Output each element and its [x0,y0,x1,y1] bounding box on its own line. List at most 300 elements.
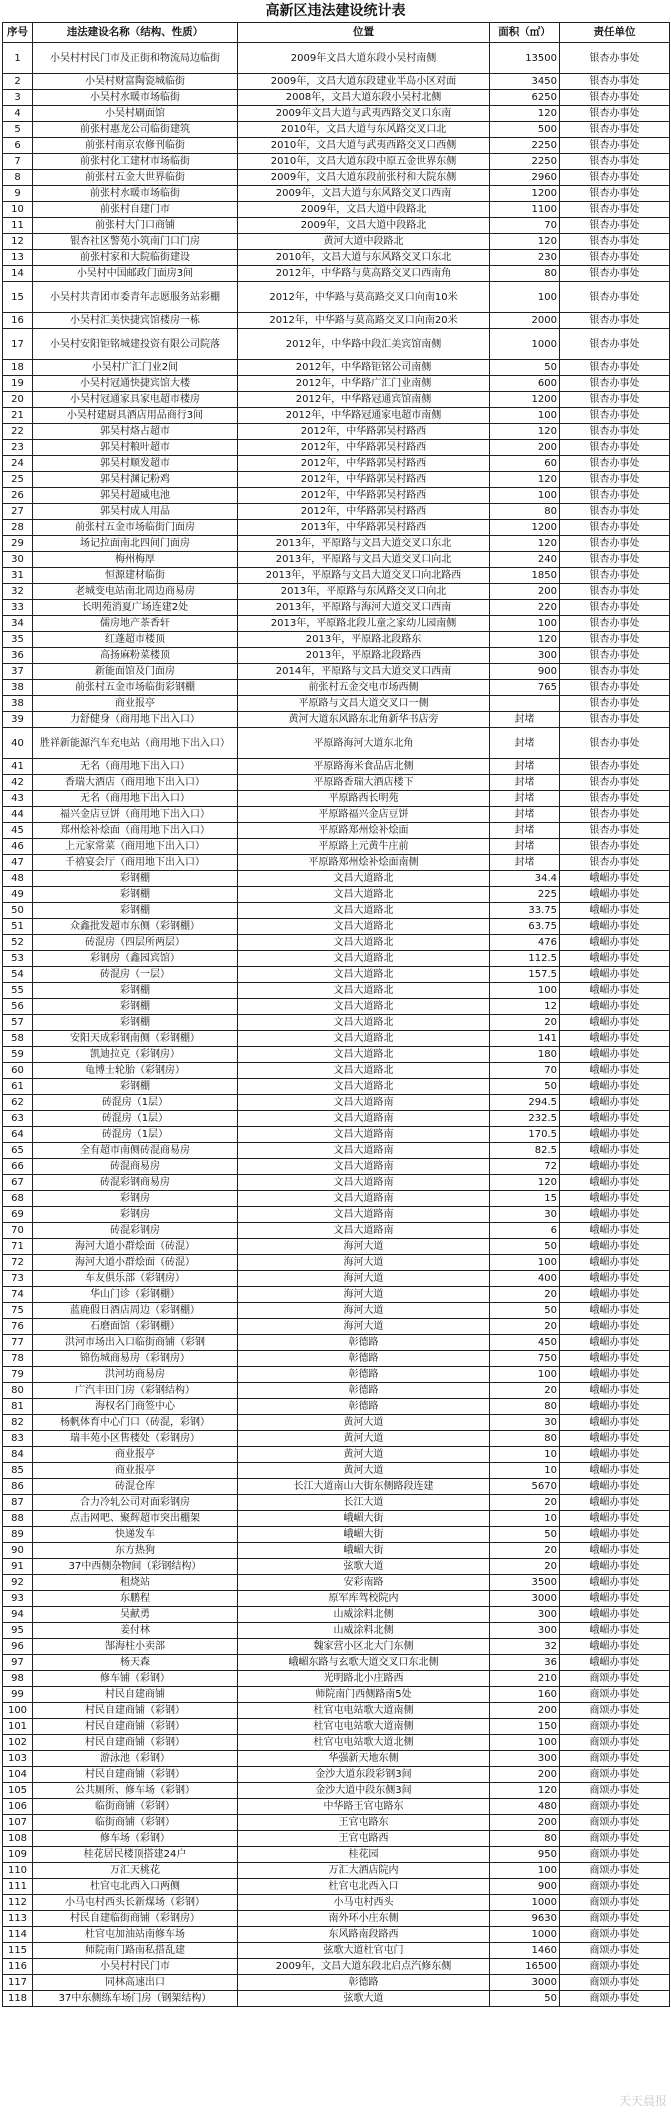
table-row [3,1559,670,1575]
cell-no: 116 [3,1959,33,1975]
cell-location: 长江大道南山大街东侧路段连建 [238,1479,490,1495]
cell-location: 山威涂料北侧 [238,1607,490,1623]
cell-no: 95 [3,1623,33,1639]
cell-area: 封堵 [490,855,560,871]
cell-no: 65 [3,1143,33,1159]
cell-area: 3000 [490,1975,560,1991]
cell-no: 40 [3,728,33,759]
cell-name: 临街商铺（彩钢） [33,1815,238,1831]
cell-area: 300 [490,648,560,664]
cell-unit: 商颂办事处 [560,1735,670,1751]
cell-no: 98 [3,1671,33,1687]
cell-name: 前张村五金大世界临街 [33,170,238,186]
cell-no: 118 [3,1991,33,2007]
cell-no: 47 [3,855,33,871]
cell-unit: 峨嵋办事处 [560,1543,670,1559]
table-row [3,1447,670,1463]
cell-unit: 峨嵋办事处 [560,887,670,903]
cell-area: 750 [490,1351,560,1367]
table-row [3,376,670,392]
cell-unit: 峨嵋办事处 [560,1223,670,1239]
cell-name: 合力冷轧公司对面彩钢房 [33,1495,238,1511]
table-row [3,552,670,568]
cell-location: 2013年，平原路北段路东 [238,632,490,648]
cell-name: 村民自建商铺（彩钢） [33,1703,238,1719]
cell-location: 文昌大道路北 [238,919,490,935]
cell-location: 2009年文昌大道与武夷西路交叉口东南 [238,106,490,122]
cell-name: 前张村水暖市场临街 [33,186,238,202]
table-row [3,728,670,759]
cell-location: 2012年，中华路冠通家电超市南侧 [238,408,490,424]
cell-area: 100 [490,616,560,632]
cell-name: 郑州烩补烩面（商用地下出入口） [33,823,238,839]
cell-name: 力舒健身（商用地下出入口） [33,712,238,728]
table-row [3,266,670,282]
cell-unit: 峨嵋办事处 [560,1015,670,1031]
cell-unit: 峨嵋办事处 [560,1111,670,1127]
cell-location: 2013年，平原路北段路西 [238,648,490,664]
cell-no: 44 [3,807,33,823]
cell-area: 160 [490,1687,560,1703]
cell-location: 平原路香瑞大酒店楼下 [238,775,490,791]
cell-area: 120 [490,472,560,488]
table-row [3,90,670,106]
cell-no: 114 [3,1927,33,1943]
cell-unit: 商颂办事处 [560,1991,670,2007]
cell-location: 峨嵋东路与玄歌大道交叉口东北侧 [238,1655,490,1671]
cell-no: 45 [3,823,33,839]
cell-area: 120 [490,106,560,122]
cell-name: 洪河市场出入口临街商铺（彩钢 [33,1335,238,1351]
cell-location: 2012年，中华路郭吴村路西 [238,440,490,456]
cell-area: 120 [490,632,560,648]
cell-name: 郭吴村顺发超市 [33,456,238,472]
cell-area: 6250 [490,90,560,106]
cell-unit: 商颂办事处 [560,1879,670,1895]
cell-unit: 商颂办事处 [560,1719,670,1735]
cell-area: 封堵 [490,823,560,839]
cell-location: 山威涂料北侧 [238,1623,490,1639]
cell-location: 2013年，平原路与文昌大道交叉口向北路西 [238,568,490,584]
cell-area: 封堵 [490,791,560,807]
cell-unit: 银杏办事处 [560,488,670,504]
cell-no: 30 [3,552,33,568]
cell-name: 村民自建商铺（彩钢） [33,1719,238,1735]
table-row [3,392,670,408]
cell-location: 2012年，中华路郭吴村路西 [238,488,490,504]
table-row [3,919,670,935]
cell-area: 33.75 [490,903,560,919]
table-row [3,1239,670,1255]
cell-no: 78 [3,1351,33,1367]
cell-name: 石磨面馆（彩钢棚） [33,1319,238,1335]
table-row [3,329,670,360]
cell-location: 光明路北小庄路西 [238,1671,490,1687]
table-row [3,616,670,632]
table-row [3,154,670,170]
cell-name: 郭吴村粮叶超市 [33,440,238,456]
cell-unit: 商颂办事处 [560,1815,670,1831]
cell-location: 原军库驾校院内 [238,1591,490,1607]
cell-location: 前张村五金交电市场西侧 [238,680,490,696]
cell-location: 杜官屯电站歌大道南侧 [238,1719,490,1735]
table-row [3,1735,670,1751]
cell-unit: 峨嵋办事处 [560,1623,670,1639]
cell-unit: 峨嵋办事处 [560,1031,670,1047]
cell-location: 2012年，中华路郭吴村路西 [238,424,490,440]
table-row [3,1943,670,1959]
cell-name: 小吴村冠通快捷宾馆大楼 [33,376,238,392]
cell-area: 120 [490,1783,560,1799]
cell-location: 弦歌大道 [238,1991,490,2007]
cell-unit: 银杏办事处 [560,154,670,170]
cell-area: 封堵 [490,807,560,823]
table-row [3,1767,670,1783]
cell-name: 车友俱乐部（彩钢房） [33,1271,238,1287]
cell-area: 500 [490,122,560,138]
cell-location: 南外环小庄东侧 [238,1911,490,1927]
table-row [3,1303,670,1319]
cell-unit: 峨嵋办事处 [560,1655,670,1671]
cell-location: 2013年，平原路与东风路交叉口向北 [238,584,490,600]
cell-no: 64 [3,1127,33,1143]
table-row [3,1271,670,1287]
cell-name: 37中东侧练车场门房（钢架结构） [33,1991,238,2007]
table-row [3,504,670,520]
cell-location: 平原路与文昌大道交叉口一侧 [238,696,490,712]
cell-location: 彰德路 [238,1383,490,1399]
cell-name: 红蓬超市楼顶 [33,632,238,648]
cell-area: 20 [490,1287,560,1303]
cell-unit: 峨嵋办事处 [560,1191,670,1207]
cell-name: 砖混房（一层） [33,967,238,983]
cell-location: 文昌大道路南 [238,1111,490,1127]
cell-unit: 峨嵋办事处 [560,1399,670,1415]
cell-no: 52 [3,935,33,951]
cell-area: 100 [490,1367,560,1383]
cell-location: 文昌大道路北 [238,887,490,903]
cell-location: 2009年，文昌大道中段路北 [238,218,490,234]
cell-location: 东风路南段路西 [238,1927,490,1943]
cell-name: 东方热狗 [33,1543,238,1559]
cell-name: 郭吴村烙占超市 [33,424,238,440]
cell-location: 2013年，平原路与文昌大道交叉口向北 [238,552,490,568]
cell-area: 3000 [490,1591,560,1607]
cell-location: 长江大道 [238,1495,490,1511]
cell-area: 50 [490,1991,560,2007]
cell-location: 杜官屯北西入口 [238,1879,490,1895]
cell-no: 62 [3,1095,33,1111]
cell-unit: 峨嵋办事处 [560,1367,670,1383]
table-row [3,696,670,712]
cell-name: 彩钢棚 [33,871,238,887]
cell-name: 小吴村共青团市委青年志愿服务站彩棚 [33,282,238,313]
cell-location: 文昌大道路北 [238,1047,490,1063]
table-row [3,1127,670,1143]
cell-location: 2012年，中华路钜铭公司南侧 [238,360,490,376]
cell-unit: 峨嵋办事处 [560,903,670,919]
table-row [3,1063,670,1079]
cell-name: 砖混商易房 [33,1159,238,1175]
cell-area: 1000 [490,1895,560,1911]
cell-unit: 银杏办事处 [560,74,670,90]
cell-no: 85 [3,1463,33,1479]
cell-unit: 银杏办事处 [560,170,670,186]
cell-name: 广汽丰田门房（彩钢结构） [33,1383,238,1399]
violation-table [2,22,670,2007]
cell-location: 文昌大道路北 [238,1031,490,1047]
cell-no: 7 [3,154,33,170]
cell-unit: 峨嵋办事处 [560,1383,670,1399]
table-row [3,1639,670,1655]
cell-area: 20 [490,1015,560,1031]
cell-area: 80 [490,266,560,282]
cell-unit: 峨嵋办事处 [560,1511,670,1527]
cell-no: 27 [3,504,33,520]
cell-area: 480 [490,1799,560,1815]
cell-name: 银杏社区警苑小筑南门口门房 [33,234,238,250]
cell-unit: 银杏办事处 [560,122,670,138]
table-row [3,456,670,472]
cell-location: 杜官屯电站歌大道北侧 [238,1735,490,1751]
cell-area: 3500 [490,1575,560,1591]
cell-name: 郜海柱小卖部 [33,1639,238,1655]
cell-unit: 峨嵋办事处 [560,1047,670,1063]
table-row [3,1591,670,1607]
table-row [3,1655,670,1671]
table-row [3,1687,670,1703]
cell-name: 彩钢棚 [33,1015,238,1031]
cell-no: 32 [3,584,33,600]
cell-location: 黄河大道 [238,1415,490,1431]
cell-location: 师院南门西侧路南5处 [238,1687,490,1703]
cell-no: 39 [3,712,33,728]
cell-unit: 银杏办事处 [560,632,670,648]
cell-unit: 峨嵋办事处 [560,1287,670,1303]
cell-no: 113 [3,1911,33,1927]
cell-no: 53 [3,951,33,967]
cell-location: 2013年，平原路与文昌大道交叉口东北 [238,536,490,552]
cell-name: 彩钢棚 [33,887,238,903]
cell-no: 93 [3,1591,33,1607]
cell-location: 文昌大道路北 [238,1063,490,1079]
cell-location: 2010年，文昌大道与东风路交叉口北 [238,122,490,138]
cell-name: 商业报亭 [33,1447,238,1463]
cell-area: 60 [490,456,560,472]
cell-name: 杜官屯加油站南修车场 [33,1927,238,1943]
cell-unit: 银杏办事处 [560,616,670,632]
cell-unit: 峨嵋办事处 [560,1479,670,1495]
cell-no: 21 [3,408,33,424]
cell-location: 2012年，中华路广汇门业南侧 [238,376,490,392]
cell-location: 黄河大道 [238,1463,490,1479]
cell-no: 10 [3,202,33,218]
table-row [3,1143,670,1159]
cell-name: 彩钢房（鑫园宾馆） [33,951,238,967]
cell-unit: 峨嵋办事处 [560,1127,670,1143]
cell-location: 2012年，中华路与莫高路交叉口向南10米 [238,282,490,313]
table-row [3,887,670,903]
cell-unit: 银杏办事处 [560,218,670,234]
cell-location: 文昌大道路南 [238,1191,490,1207]
cell-location: 2010年，文昌大道东段中原五金世界东侧 [238,154,490,170]
cell-location: 魏家营小区北大门东侧 [238,1639,490,1655]
table-row [3,488,670,504]
cell-name: 前张村大门口商铺 [33,218,238,234]
cell-unit: 峨嵋办事处 [560,1351,670,1367]
cell-name: 海河大道小群烩面（砖混） [33,1255,238,1271]
cell-area: 200 [490,584,560,600]
cell-location: 平原路西长明苑 [238,791,490,807]
cell-no: 83 [3,1431,33,1447]
cell-area: 100 [490,983,560,999]
cell-unit: 银杏办事处 [560,568,670,584]
cell-no: 104 [3,1767,33,1783]
cell-unit: 峨嵋办事处 [560,1495,670,1511]
cell-location: 2013年，平原路北段儿童之家幼儿园南侧 [238,616,490,632]
table-row [3,1911,670,1927]
cell-unit: 峨嵋办事处 [560,1639,670,1655]
cell-no: 46 [3,839,33,855]
table-row [3,1047,670,1063]
cell-location: 峨嵋大街 [238,1527,490,1543]
cell-area: 72 [490,1159,560,1175]
cell-unit: 银杏办事处 [560,791,670,807]
cell-area: 1460 [490,1943,560,1959]
cell-area: 3450 [490,74,560,90]
cell-no: 2 [3,74,33,90]
cell-name: 杨帆体育中心门口（砖混，彩钢） [33,1415,238,1431]
cell-no: 111 [3,1879,33,1895]
cell-no: 110 [3,1863,33,1879]
cell-unit: 峨嵋办事处 [560,1447,670,1463]
cell-name: 小吴村村民门市 [33,1959,238,1975]
cell-area: 封堵 [490,775,560,791]
cell-area: 1000 [490,1927,560,1943]
table-row [3,1191,670,1207]
cell-area: 20 [490,1559,560,1575]
cell-area: 400 [490,1271,560,1287]
cell-area: 16500 [490,1959,560,1975]
cell-unit: 银杏办事处 [560,696,670,712]
cell-area: 100 [490,282,560,313]
cell-no: 6 [3,138,33,154]
cell-no: 105 [3,1783,33,1799]
cell-name: 前张村自建门市 [33,202,238,218]
cell-no: 102 [3,1735,33,1751]
cell-no: 68 [3,1191,33,1207]
cell-area: 112.5 [490,951,560,967]
cell-unit: 商颂办事处 [560,1767,670,1783]
cell-name: 小吴村建厨具酒店用品商行3间 [33,408,238,424]
cell-location: 2014年，平原路与文昌大道交叉口西南 [238,664,490,680]
cell-no: 31 [3,568,33,584]
cell-location: 黄河大道 [238,1431,490,1447]
cell-area: 70 [490,1063,560,1079]
table-row [3,584,670,600]
cell-area: 80 [490,1431,560,1447]
cell-unit: 峨嵋办事处 [560,1463,670,1479]
cell-name: 村民自建商铺（彩钢） [33,1767,238,1783]
cell-unit: 峨嵋办事处 [560,935,670,951]
cell-area: 20 [490,1495,560,1511]
cell-area: 80 [490,1831,560,1847]
cell-area: 1000 [490,329,560,360]
cell-no: 87 [3,1495,33,1511]
cell-area: 476 [490,935,560,951]
table-row [3,202,670,218]
cell-unit: 峨嵋办事处 [560,1607,670,1623]
cell-area: 232.5 [490,1111,560,1127]
cell-unit: 峨嵋办事处 [560,1591,670,1607]
cell-unit: 峨嵋办事处 [560,983,670,999]
header-row [3,23,670,43]
cell-name: 瑞丰苑小区售楼处（彩钢房） [33,1431,238,1447]
cell-area: 120 [490,234,560,250]
cell-name: 彩钢房 [33,1191,238,1207]
table-row [3,1175,670,1191]
cell-location: 文昌大道路北 [238,983,490,999]
cell-unit: 银杏办事处 [560,43,670,74]
cell-no: 14 [3,266,33,282]
cell-no: 43 [3,791,33,807]
cell-location: 文昌大道路北 [238,967,490,983]
cell-area: 120 [490,424,560,440]
cell-location: 金沙大道东段彩钢3间 [238,1767,490,1783]
cell-name: 梅州梅厚 [33,552,238,568]
table-row [3,1895,670,1911]
cell-location: 2009年，文昌大道与东风路交叉口西南 [238,186,490,202]
cell-name: 前张村惠龙公司临街建筑 [33,122,238,138]
cell-unit: 银杏办事处 [560,250,670,266]
table-row [3,1015,670,1031]
cell-unit: 银杏办事处 [560,282,670,313]
table-row [3,1607,670,1623]
header-no: 序号 [3,23,33,43]
cell-name: 龟博士轮胎（彩钢房） [33,1063,238,1079]
cell-no: 67 [3,1175,33,1191]
table-row [3,1111,670,1127]
table-row [3,472,670,488]
cell-area: 封堵 [490,839,560,855]
cell-area: 230 [490,250,560,266]
cell-area: 30 [490,1415,560,1431]
table-row [3,1383,670,1399]
cell-no: 35 [3,632,33,648]
cell-name: 吴献勇 [33,1607,238,1623]
cell-location: 2009年，文昌大道中段路北 [238,202,490,218]
table-row [3,600,670,616]
cell-area: 20 [490,1319,560,1335]
cell-location: 2013年，中华路郭吴村路西 [238,520,490,536]
cell-unit: 商颂办事处 [560,1783,670,1799]
cell-area: 32 [490,1639,560,1655]
cell-name: 东鹏程 [33,1591,238,1607]
cell-area: 70 [490,218,560,234]
cell-unit: 银杏办事处 [560,552,670,568]
cell-unit: 银杏办事处 [560,408,670,424]
cell-unit: 峨嵋办事处 [560,1239,670,1255]
table-row [3,250,670,266]
cell-area: 2960 [490,170,560,186]
cell-name: 洪河坊商易房 [33,1367,238,1383]
cell-unit: 银杏办事处 [560,329,670,360]
table-row [3,983,670,999]
table-row [3,282,670,313]
cell-location: 文昌大道路北 [238,935,490,951]
cell-no: 59 [3,1047,33,1063]
cell-unit: 商颂办事处 [560,1847,670,1863]
